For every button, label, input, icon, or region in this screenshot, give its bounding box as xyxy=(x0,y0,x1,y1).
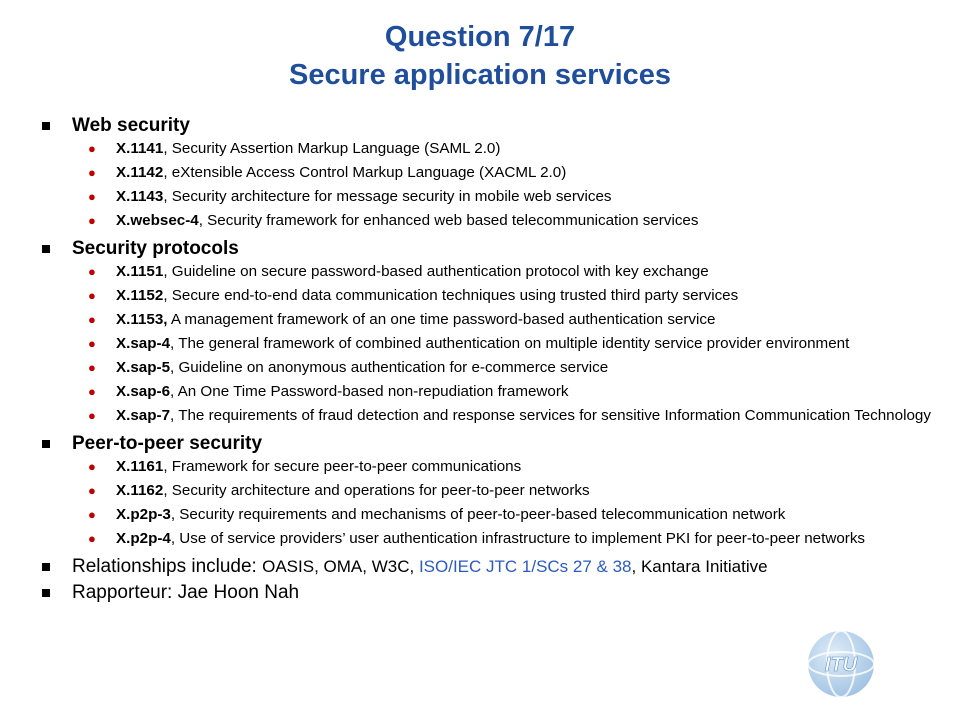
item-list xyxy=(40,459,945,547)
relationships-orgs-end: , Kantara Initiative xyxy=(631,557,768,576)
rec-code: X.1153, xyxy=(116,311,168,328)
bullet-dot-icon: ● xyxy=(88,213,96,228)
list-item xyxy=(40,189,945,205)
bullet-dot-icon: ● xyxy=(88,483,96,498)
bullet-dot-icon: ● xyxy=(88,288,96,303)
rec-code: X.websec-4 xyxy=(116,212,199,229)
bullet-dot-icon: ● xyxy=(88,336,96,351)
rec-code: X.1142 xyxy=(116,164,164,181)
square-bullet-icon xyxy=(42,122,50,130)
item-list xyxy=(40,141,945,229)
relationships-orgs: OASIS, OMA, W3C, xyxy=(262,557,419,576)
rec-text: , eXtensible Access Control Markup Language (XACML 2.0) xyxy=(163,164,567,181)
slide-title xyxy=(0,18,960,94)
section-peer-to-peer-security xyxy=(40,432,945,547)
list-item xyxy=(40,483,945,499)
rec-text: , Security framework for enhanced web based telecommunication services xyxy=(198,212,699,229)
bullet-dot-icon: ● xyxy=(88,384,96,399)
square-bullet-icon xyxy=(42,440,50,448)
list-item xyxy=(40,360,945,376)
bullet-dot-icon: ● xyxy=(88,189,96,204)
rec-code: X.1143 xyxy=(116,188,164,205)
bullet-dot-icon: ● xyxy=(88,312,96,327)
rec-code: X.1151 xyxy=(116,263,164,280)
rec-text: , Security requirements and mechanisms of peer-to-peer-based telecommunication network xyxy=(170,506,786,523)
rec-code: X.1161 xyxy=(116,458,164,475)
section-security-protocols xyxy=(40,237,945,424)
bullet-dot-icon: ● xyxy=(88,459,96,474)
logo-text: ITU xyxy=(824,654,858,676)
list-item xyxy=(40,531,945,547)
rec-code: X.1162 xyxy=(116,482,164,499)
section-web-security xyxy=(40,114,945,229)
rec-text: A management framework of an one time password-based authentication service xyxy=(167,311,716,328)
list-item xyxy=(40,141,945,157)
itu-logo-icon xyxy=(805,628,877,700)
rec-text: , Guideline on secure password-based authentication protocol with key exchange xyxy=(163,263,709,280)
rec-code: X.1152 xyxy=(116,287,164,304)
item-list xyxy=(40,264,945,424)
title-line-1: Question 7/17 xyxy=(384,21,576,53)
rec-text: , Framework for secure peer-to-peer communications xyxy=(163,458,522,475)
title-line-2: Secure application services xyxy=(288,59,672,91)
bullet-dot-icon: ● xyxy=(88,165,96,180)
list-item xyxy=(40,165,945,181)
relationships-label: Relationships include: xyxy=(72,556,263,577)
rapporteur-line xyxy=(40,581,945,605)
list-item xyxy=(40,459,945,475)
square-bullet-icon xyxy=(42,245,50,253)
list-item xyxy=(40,312,945,328)
section-heading: Security protocols xyxy=(72,238,239,259)
slide-content xyxy=(40,114,945,607)
rec-text: , Security Assertion Markup Language (SAML 2.0) xyxy=(163,140,501,157)
rec-code: X.sap-6 xyxy=(116,383,171,400)
list-item xyxy=(40,213,945,229)
relationships-line xyxy=(40,555,945,579)
rec-text: , Guideline on anonymous authentication for e-commerce service xyxy=(170,359,609,376)
rec-code: X.sap-4 xyxy=(116,335,171,352)
rec-text: , Secure end-to-end data communication techniques using trusted third party services xyxy=(163,287,739,304)
rec-text: , The general framework of combined authentication on multiple identity service provider environment xyxy=(170,335,850,352)
bullet-dot-icon: ● xyxy=(88,360,96,375)
rec-text: , An One Time Password-based non-repudiation framework xyxy=(170,383,569,400)
rec-code: X.p2p-4 xyxy=(116,530,171,547)
list-item xyxy=(40,384,945,400)
rec-text: , The requirements of fraud detection and response services for sensitive Information Communication Technology xyxy=(170,407,931,424)
rec-text: , Security architecture for message security in mobile web services xyxy=(163,188,612,205)
rec-code: X.sap-5 xyxy=(116,359,171,376)
bullet-dot-icon: ● xyxy=(88,507,96,522)
rapporteur-text: Rapporteur: Jae Hoon Nah xyxy=(72,582,300,603)
list-item xyxy=(40,408,945,424)
bullet-dot-icon: ● xyxy=(88,531,96,546)
list-item xyxy=(40,336,945,352)
rec-text: , Security architecture and operations for peer-to-peer networks xyxy=(163,482,590,499)
section-heading: Web security xyxy=(72,115,190,136)
square-bullet-icon xyxy=(42,563,50,571)
rec-text: , Use of service providers’ user authentication infrastructure to implement PKI for peer-to-peer networks xyxy=(170,530,866,547)
rec-code: X.sap-7 xyxy=(116,407,171,424)
list-item xyxy=(40,288,945,304)
rec-code: X.1141 xyxy=(116,140,164,157)
relationships-iso-link: ISO/IEC JTC 1/SCs 27 & 38 xyxy=(418,557,632,576)
list-item xyxy=(40,264,945,280)
list-item xyxy=(40,507,945,523)
square-bullet-icon xyxy=(42,589,50,597)
bullet-dot-icon: ● xyxy=(88,141,96,156)
bullet-dot-icon: ● xyxy=(88,408,96,423)
rec-code: X.p2p-3 xyxy=(116,506,171,523)
bullet-dot-icon: ● xyxy=(88,264,96,279)
section-heading: Peer-to-peer security xyxy=(72,433,263,454)
